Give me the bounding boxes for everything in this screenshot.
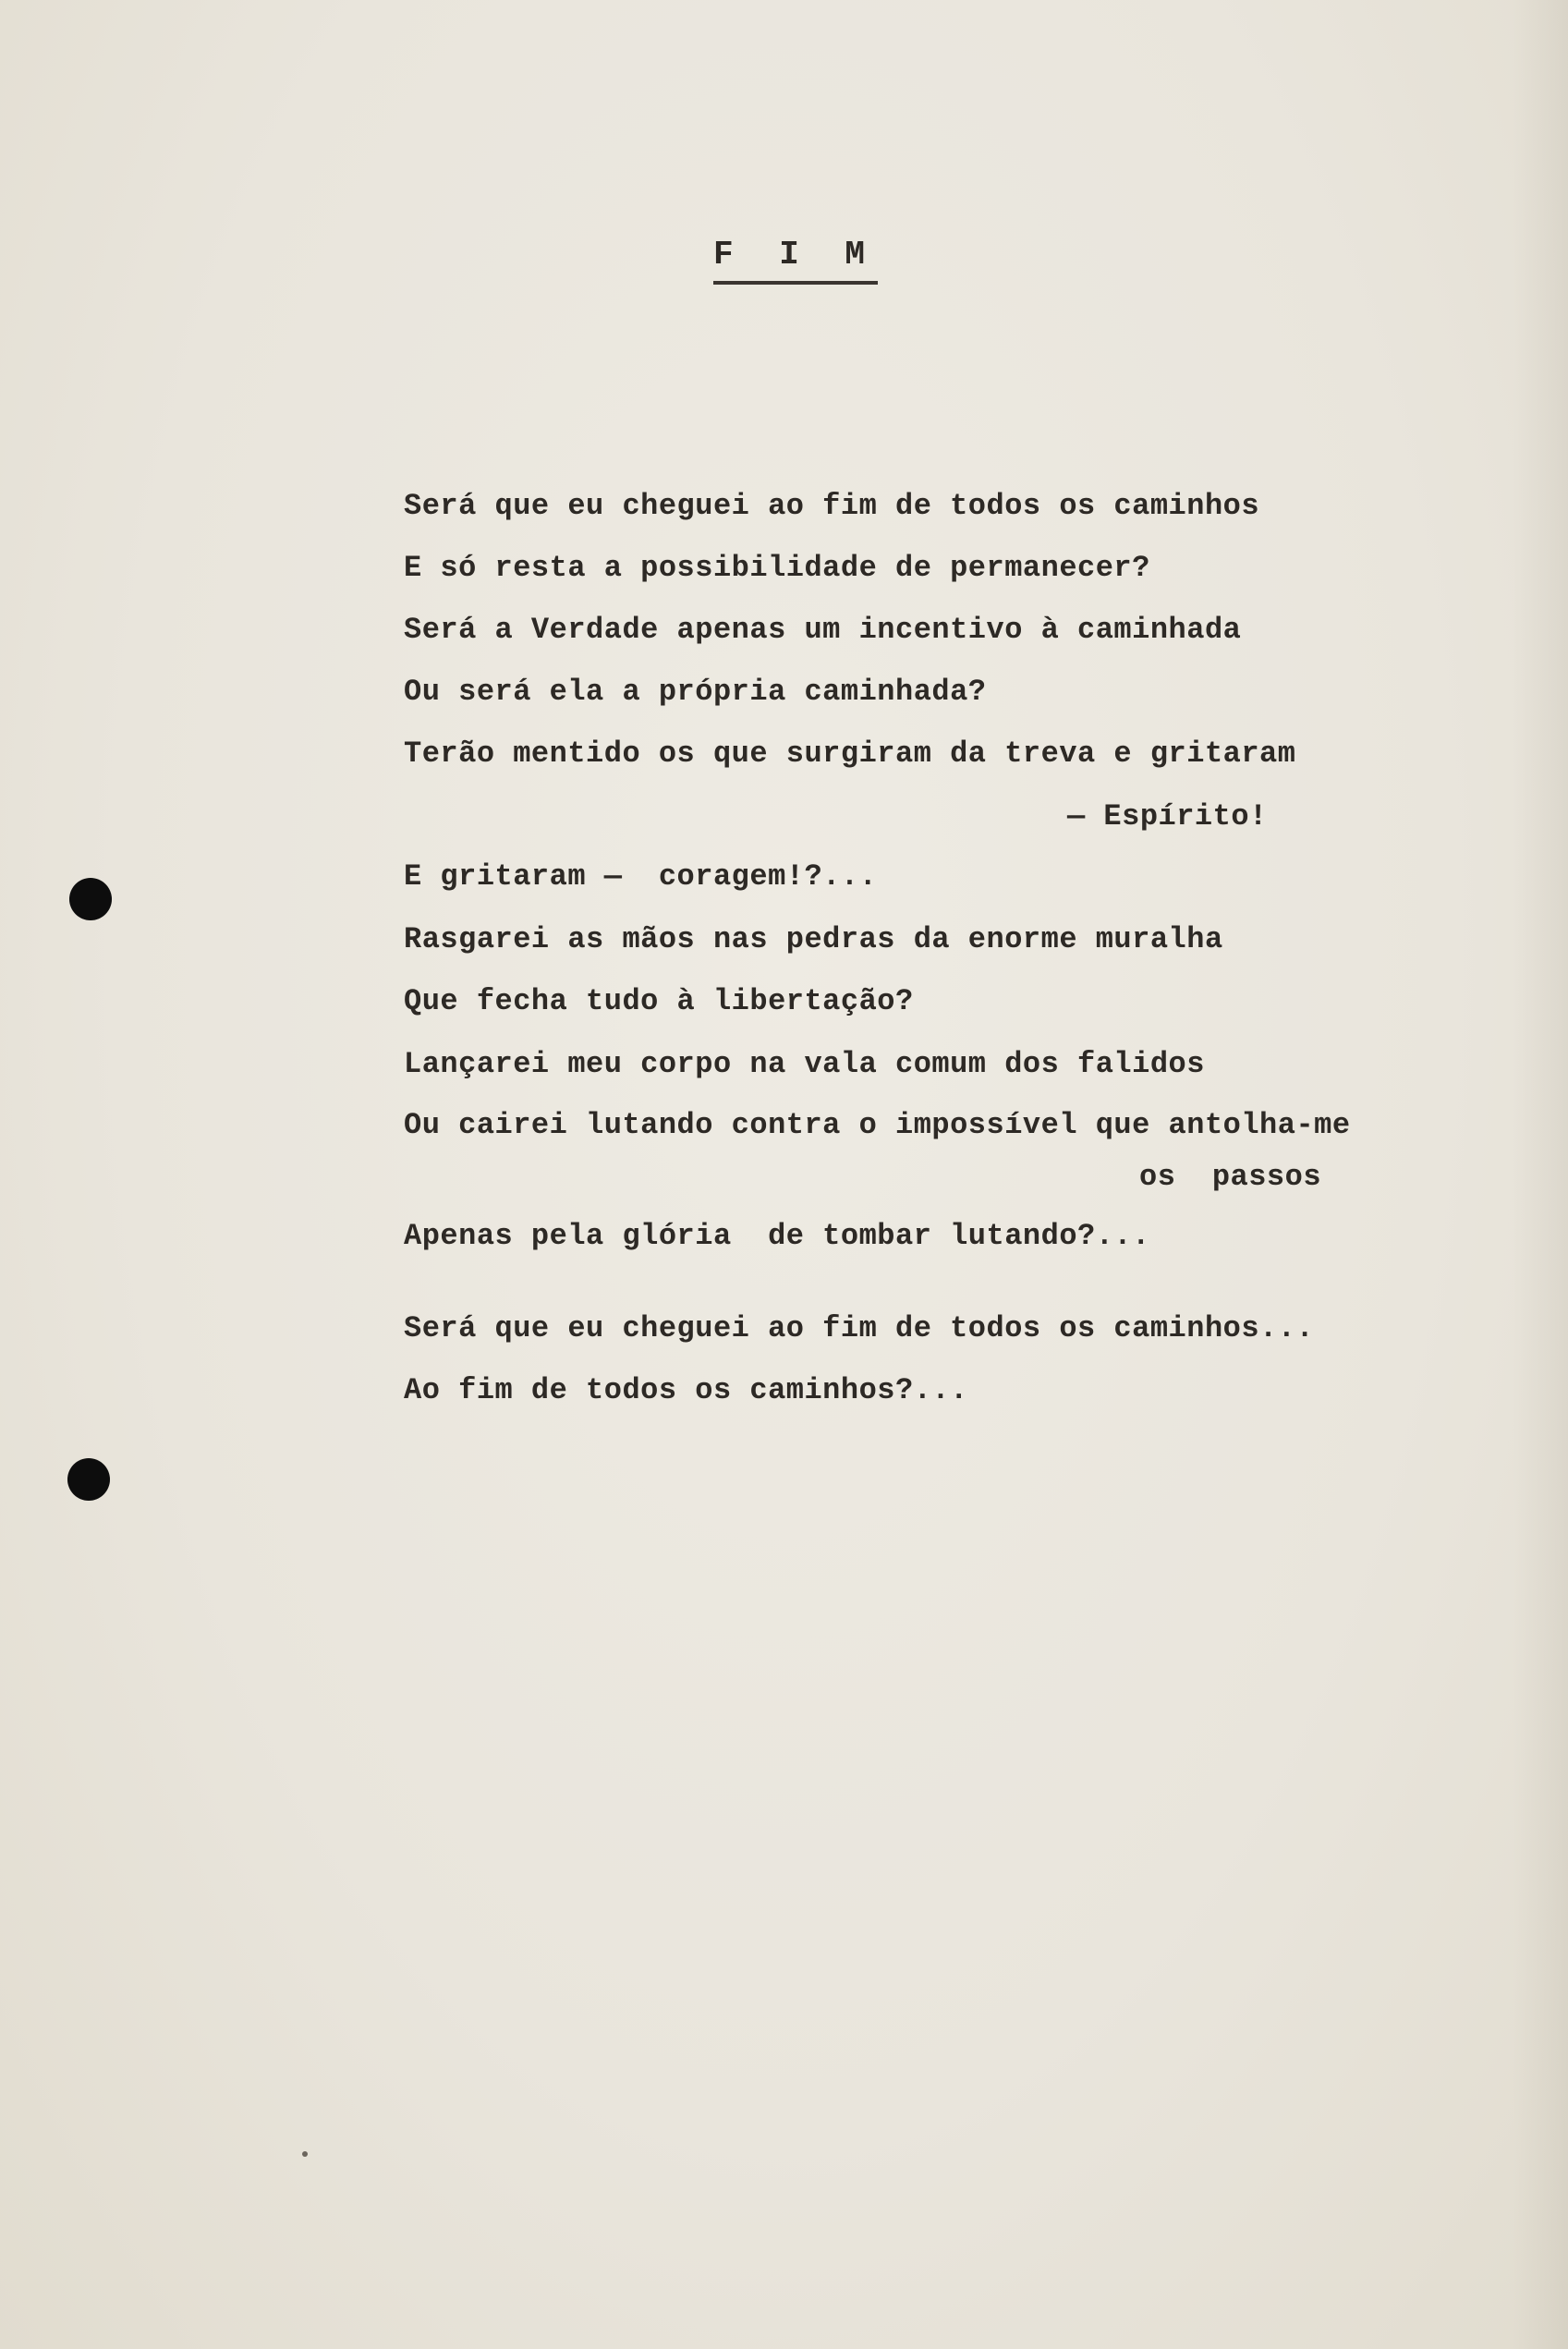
poem-line: Que fecha tudo à libertação? xyxy=(404,984,914,1018)
poem-line: os passos xyxy=(1139,1160,1322,1194)
poem-line: Ou cairei lutando contra o impossível que antolha-me xyxy=(404,1108,1351,1142)
poem-line: Rasgarei as mãos nas pedras da enorme muralha xyxy=(404,922,1223,956)
punch-hole-bottom xyxy=(67,1458,110,1501)
poem-line: E só resta a possibilidade de permanecer? xyxy=(404,551,1150,585)
poem-line: Será a Verdade apenas um incentivo à caminhada xyxy=(404,613,1242,647)
poem-line: Ou será ela a própria caminhada? xyxy=(404,675,987,709)
poem-line: Lançarei meu corpo na vala comum dos falidos xyxy=(404,1047,1205,1081)
paper-speck xyxy=(302,2151,308,2157)
poem-title: F I M xyxy=(713,233,878,285)
poem-line: Ao fim de todos os caminhos?... xyxy=(404,1373,968,1407)
poem-line: Será que eu cheguei ao fim de todos os caminhos... xyxy=(404,1311,1315,1345)
poem-line: Terão mentido os que surgiram da treva e gritaram xyxy=(404,736,1296,771)
poem-line: Apenas pela glória de tombar lutando?... xyxy=(404,1219,1150,1253)
paper-edge-shadow xyxy=(1513,0,1568,2349)
poem-line: — Espírito! xyxy=(1067,799,1268,834)
punch-hole-top xyxy=(69,878,112,920)
poem-line: Será que eu cheguei ao fim de todos os caminhos xyxy=(404,489,1260,523)
poem-line: E gritaram — coragem!?... xyxy=(404,859,878,894)
